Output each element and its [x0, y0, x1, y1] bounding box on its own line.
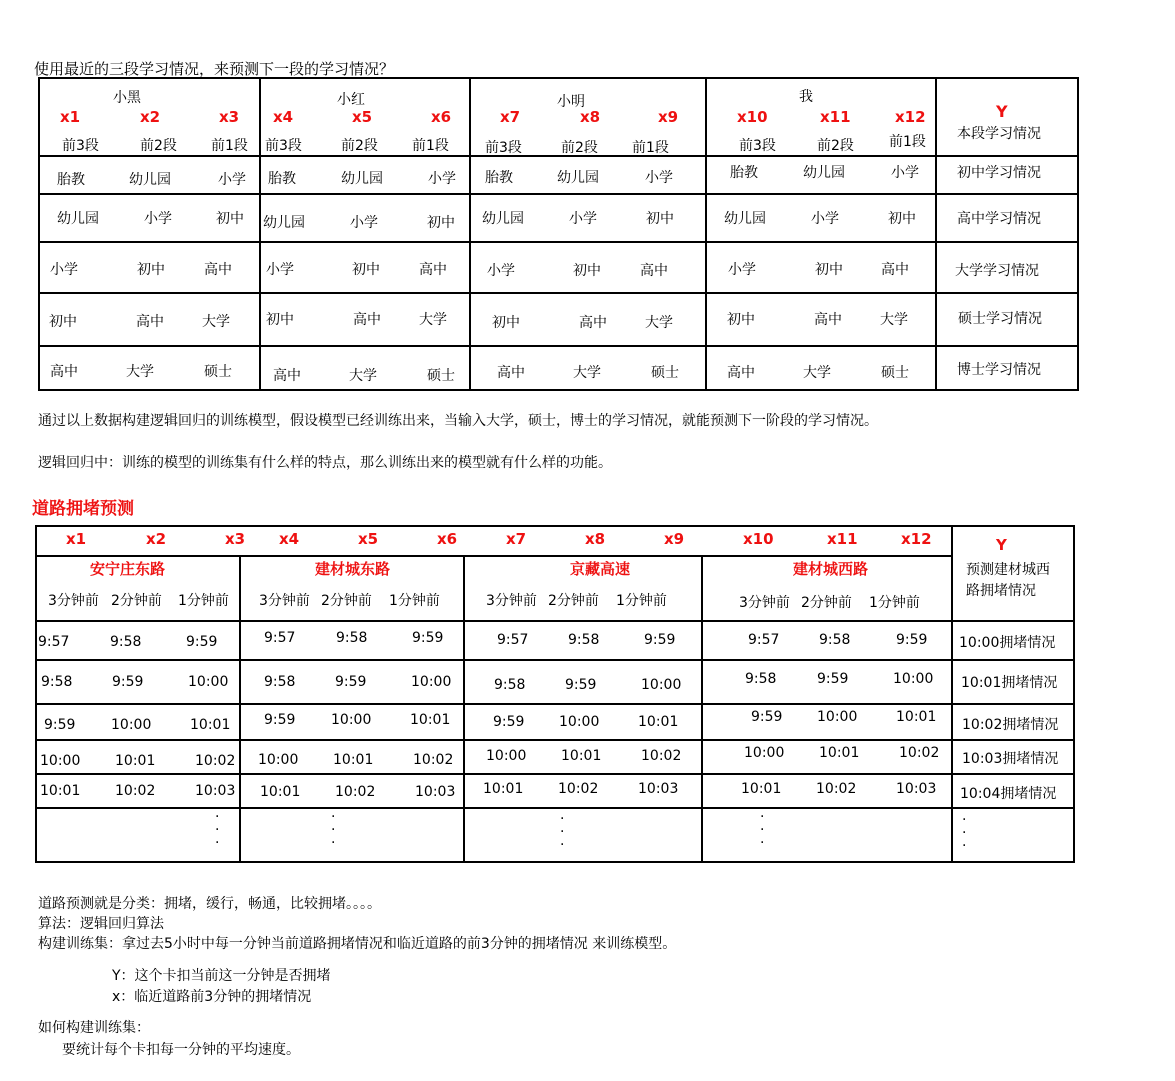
table2-cell: 10:02	[335, 784, 376, 800]
table2-y-cell: 10:01拥堵情况	[961, 675, 1058, 691]
table2-cell: 10:01	[819, 745, 860, 761]
table2-row-line	[37, 807, 1073, 809]
continuation-dots: · · ·	[560, 811, 565, 853]
table1-row-line	[40, 193, 1077, 195]
table1-cell: 硕士	[881, 365, 909, 381]
table1-cell: 高中	[136, 314, 164, 330]
table2-cell: 9:58	[336, 630, 368, 646]
table2-cell: 10:01	[260, 784, 301, 800]
table1-y-cell: 硕士学习情况	[958, 311, 1042, 327]
table1-cell: 幼儿园	[803, 165, 845, 181]
table1-cell: 高中	[273, 368, 301, 384]
table1-cell: 初中	[646, 211, 674, 227]
continuation-dots: · · ·	[215, 809, 220, 851]
table1-cell: 初中	[266, 312, 294, 328]
table2-cell: 10:01	[561, 748, 602, 764]
period-label: 前2段	[140, 138, 177, 154]
table2-cell: 10:00	[817, 709, 858, 725]
table1-cell: 初中	[492, 315, 520, 331]
table1-cell: 幼儿园	[263, 215, 305, 231]
table1-cell: 小学	[811, 211, 839, 227]
note-text: Y：这个卡扣当前这一分钟是否拥堵	[112, 968, 331, 984]
period-label: 前2段	[817, 138, 854, 154]
table1-cell: 硕士	[427, 368, 455, 384]
table2-cell: 9:58	[494, 677, 526, 693]
note-text: 如何构建训练集：	[38, 1020, 150, 1036]
table1-cell: 大学	[573, 365, 601, 381]
road-name: 安宁庄东路	[90, 560, 166, 578]
table2-cell: 10:02	[195, 753, 236, 769]
table1-cell: 初中	[352, 262, 380, 278]
table2-y-cell: 10:00拥堵情况	[959, 635, 1056, 651]
var-label: x6	[437, 530, 458, 548]
var-label: x11	[827, 530, 858, 548]
table1-row-line	[40, 345, 1077, 347]
table1-cell: 胎教	[485, 170, 513, 186]
table2-cell: 10:00	[40, 753, 81, 769]
table2-cell: 9:59	[112, 674, 144, 690]
table2-cell: 9:59	[817, 671, 849, 687]
table1-cell: 初中	[815, 262, 843, 278]
var-label: x3	[225, 530, 246, 548]
table2-cell: 10:03	[638, 781, 679, 797]
table1-cell: 大学	[880, 312, 908, 328]
table1-cell: 初中	[573, 263, 601, 279]
table1-cell: 高中	[419, 262, 447, 278]
table1-cell: 初中	[216, 211, 244, 227]
table2-separator	[701, 555, 703, 861]
table1-cell: 大学	[419, 312, 447, 328]
table1-cell: 小学	[350, 215, 378, 231]
table1-cell: 幼儿园	[57, 211, 99, 227]
table2-cell: 10:01	[638, 714, 679, 730]
table1-row-line	[40, 155, 1077, 157]
period-label: 前3段	[62, 138, 99, 154]
y-label: Y	[996, 102, 1008, 121]
table1-cell: 大学	[349, 368, 377, 384]
table2-cell: 10:02	[115, 783, 156, 799]
table1-cell: 胎教	[268, 171, 296, 187]
note-text: 通过以上数据构建逻辑回归的训练模型，假设模型已经训练出来，当输入大学，硕士，博士的学习情况，就能预测下一阶段的学习情况。	[38, 413, 878, 429]
table2-cell: 10:01	[896, 709, 937, 725]
y-subtitle: 本段学习情况	[957, 126, 1041, 142]
table1-cell: 小学	[50, 262, 78, 278]
table1-y-cell: 博士学习情况	[957, 362, 1041, 378]
note-text: 要统计每个卡扣每一分钟的平均速度。	[62, 1042, 300, 1058]
table1-cell: 大学	[645, 315, 673, 331]
table1-cell: 初中	[49, 314, 77, 330]
var-label: x9	[658, 108, 679, 126]
minute-label: 1分钟前	[178, 593, 229, 609]
table2-cell: 9:59	[412, 630, 444, 646]
table2-cell: 9:58	[745, 671, 777, 687]
table2-cell: 9:58	[264, 674, 296, 690]
table2-cell: 9:58	[41, 674, 73, 690]
road-name: 建材城西路	[793, 560, 869, 578]
table2-row-line	[37, 659, 1073, 661]
var-label: x11	[820, 108, 851, 126]
table2-cell: 9:59	[565, 677, 597, 693]
table2-cell: 9:59	[44, 717, 76, 733]
table2-cell: 9:59	[264, 712, 296, 728]
period-label: 前3段	[265, 138, 302, 154]
table1-row-line	[40, 241, 1077, 243]
road-table	[35, 525, 1075, 863]
table1-cell: 小学	[428, 171, 456, 187]
table2-cell: 9:57	[38, 634, 70, 650]
table2-row-line	[37, 555, 951, 557]
period-label: 前1段	[889, 134, 926, 150]
var-label: x12	[895, 108, 926, 126]
var-label: x1	[60, 108, 81, 126]
var-label: x9	[664, 530, 685, 548]
period-label: 前2段	[561, 140, 598, 156]
table2-cell: 10:00	[641, 677, 682, 693]
table2-cell: 10:01	[190, 717, 231, 733]
table1-separator	[259, 79, 261, 389]
var-label: x7	[506, 530, 527, 548]
var-label: x3	[219, 108, 240, 126]
table2-separator	[239, 555, 241, 861]
table1-cell: 高中	[881, 262, 909, 278]
var-label: x1	[66, 530, 87, 548]
table2-cell: 10:01	[483, 781, 524, 797]
group-name: 小红	[337, 92, 365, 108]
table1-cell: 高中	[814, 312, 842, 328]
table1-cell: 幼儿园	[482, 211, 524, 227]
table1-cell: 小学	[891, 165, 919, 181]
table1-cell: 硕士	[204, 364, 232, 380]
table2-y-cell: 10:04拥堵情况	[960, 786, 1057, 802]
table1-cell: 幼儿园	[557, 170, 599, 186]
table2-cell: 9:58	[568, 632, 600, 648]
table1-cell: 高中	[497, 365, 525, 381]
period-label: 前1段	[412, 138, 449, 154]
minute-label: 1分钟前	[389, 593, 440, 609]
var-label: x8	[585, 530, 606, 548]
table2-cell: 10:00	[111, 717, 152, 733]
table2-cell: 9:59	[186, 634, 218, 650]
y-subtitle: 预测建材城西路拥堵情况	[966, 562, 1050, 599]
table1-cell: 幼儿园	[724, 211, 766, 227]
minute-label: 2分钟前	[111, 593, 162, 609]
minute-label: 3分钟前	[259, 593, 310, 609]
table1-cell: 幼儿园	[341, 171, 383, 187]
table1-cell: 胎教	[57, 172, 85, 188]
table2-row-line	[37, 620, 1073, 622]
table2-cell: 10:01	[115, 753, 156, 769]
var-label: x2	[146, 530, 167, 548]
table1-cell: 小学	[569, 211, 597, 227]
table1-cell: 小学	[266, 262, 294, 278]
period-label: 前2段	[341, 138, 378, 154]
table1-separator	[935, 79, 937, 389]
road-name: 建材城东路	[315, 560, 391, 578]
var-label: x6	[431, 108, 452, 126]
table2-cell: 10:01	[410, 712, 451, 728]
period-label: 前1段	[211, 138, 248, 154]
table1-cell: 硕士	[651, 365, 679, 381]
road-name: 京藏高速	[570, 560, 631, 578]
table2-cell: 9:57	[497, 632, 529, 648]
table2-cell: 10:02	[558, 781, 599, 797]
table1-cell: 小学	[487, 263, 515, 279]
table2-cell: 10:00	[331, 712, 372, 728]
table1-cell: 高中	[727, 365, 755, 381]
minute-label: 2分钟前	[548, 593, 599, 609]
table2-cell: 9:59	[493, 714, 525, 730]
table1-row-line	[40, 292, 1077, 294]
var-label: x10	[737, 108, 768, 126]
table1-y-cell: 高中学习情况	[957, 211, 1041, 227]
var-label: x7	[500, 108, 521, 126]
table2-cell: 9:57	[264, 630, 296, 646]
table2-cell: 10:02	[816, 781, 857, 797]
group-name: 小黑	[113, 90, 141, 106]
table2-cell: 10:01	[741, 781, 782, 797]
table1-cell: 大学	[126, 364, 154, 380]
table2-cell: 10:01	[40, 783, 81, 799]
table2-cell: 10:00	[411, 674, 452, 690]
table2-separator	[463, 555, 465, 861]
table1-y-cell: 初中学习情况	[957, 165, 1041, 181]
table2-cell: 9:58	[110, 634, 142, 650]
table2-row-line	[37, 703, 1073, 705]
section-title: 道路拥堵预测	[32, 499, 134, 519]
table2-row-line	[37, 773, 1073, 775]
table2-cell: 10:00	[744, 745, 785, 761]
period-label: 前3段	[739, 138, 776, 154]
note-text: 构建训练集：拿过去5小时中每一分钟当前道路拥堵情况和临近道路的前3分钟的拥堵情况 来训练模型。	[38, 936, 677, 952]
table2-cell: 10:02	[899, 745, 940, 761]
table1-cell: 高中	[640, 263, 668, 279]
table2-cell: 10:03	[415, 784, 456, 800]
table1-cell: 高中	[579, 315, 607, 331]
note-text: 道路预测就是分类：拥堵，缓行，畅通，比较拥堵。。。。	[38, 896, 381, 912]
y-label: Y	[996, 536, 1007, 554]
table2-cell: 9:59	[751, 709, 783, 725]
table2-cell: 10:00	[258, 752, 299, 768]
table2-cell: 9:57	[748, 632, 780, 648]
table1-cell: 初中	[727, 312, 755, 328]
table2-separator	[951, 527, 953, 861]
minute-label: 2分钟前	[321, 593, 372, 609]
group-name: 我	[799, 89, 813, 105]
table1-cell: 初中	[137, 262, 165, 278]
minute-label: 3分钟前	[48, 593, 99, 609]
table2-cell: 10:03	[896, 781, 937, 797]
table2-cell: 9:59	[644, 632, 676, 648]
table1-cell: 初中	[888, 211, 916, 227]
table1-separator	[705, 79, 707, 389]
var-label: x5	[358, 530, 379, 548]
table1-separator	[469, 79, 471, 389]
table2-cell: 9:59	[896, 632, 928, 648]
continuation-dots: · · ·	[760, 809, 765, 851]
table1-cell: 大学	[803, 365, 831, 381]
table2-cell: 9:59	[335, 674, 367, 690]
var-label: x4	[273, 108, 294, 126]
minute-label: 3分钟前	[486, 593, 537, 609]
table2-row-line	[37, 739, 1073, 741]
table2-cell: 10:01	[333, 752, 374, 768]
table1-y-cell: 大学学习情况	[955, 263, 1039, 279]
var-label: x5	[352, 108, 373, 126]
minute-label: 2分钟前	[801, 595, 852, 611]
table2-cell: 10:00	[188, 674, 229, 690]
table1-cell: 小学	[645, 170, 673, 186]
table2-cell: 10:00	[486, 748, 527, 764]
group-name: 小明	[557, 94, 585, 110]
continuation-dots: · · ·	[331, 809, 336, 851]
table2-cell: 10:03	[195, 783, 236, 799]
table2-cell: 10:02	[641, 748, 682, 764]
table1-cell: 大学	[202, 314, 230, 330]
var-label: x12	[901, 530, 932, 548]
period-label: 前1段	[632, 140, 669, 156]
var-label: x10	[743, 530, 774, 548]
table1-cell: 幼儿园	[129, 172, 171, 188]
table1-cell: 高中	[204, 262, 232, 278]
table1-cell: 高中	[353, 312, 381, 328]
table1-cell: 高中	[50, 364, 78, 380]
table2-y-cell: 10:03拥堵情况	[962, 751, 1059, 767]
var-label: x4	[279, 530, 300, 548]
var-label: x8	[580, 108, 601, 126]
table1-cell: 小学	[728, 262, 756, 278]
note-text: x：临近道路前3分钟的拥堵情况	[112, 989, 312, 1005]
intro-text: 使用最近的三段学习情况，来预测下一段的学习情况？	[34, 60, 395, 78]
table1-cell: 小学	[144, 211, 172, 227]
var-label: x2	[140, 108, 161, 126]
table1-cell: 小学	[218, 172, 246, 188]
note-text: 逻辑回归中：训练的模型的训练集有什么样的特点，那么训练出来的模型就有什么样的功能。	[38, 455, 612, 471]
note-text: 算法：逻辑回归算法	[38, 916, 164, 932]
table1-cell: 胎教	[730, 165, 758, 181]
table2-cell: 9:58	[819, 632, 851, 648]
minute-label: 1分钟前	[869, 595, 920, 611]
table2-cell: 10:02	[413, 752, 454, 768]
table2-cell: 10:00	[893, 671, 934, 687]
table2-y-cell: 10:02拥堵情况	[962, 717, 1059, 733]
minute-label: 1分钟前	[616, 593, 667, 609]
minute-label: 3分钟前	[739, 595, 790, 611]
period-label: 前3段	[485, 140, 522, 156]
table2-cell: 10:00	[559, 714, 600, 730]
table1-cell: 初中	[427, 215, 455, 231]
continuation-dots: · · ·	[962, 812, 967, 854]
